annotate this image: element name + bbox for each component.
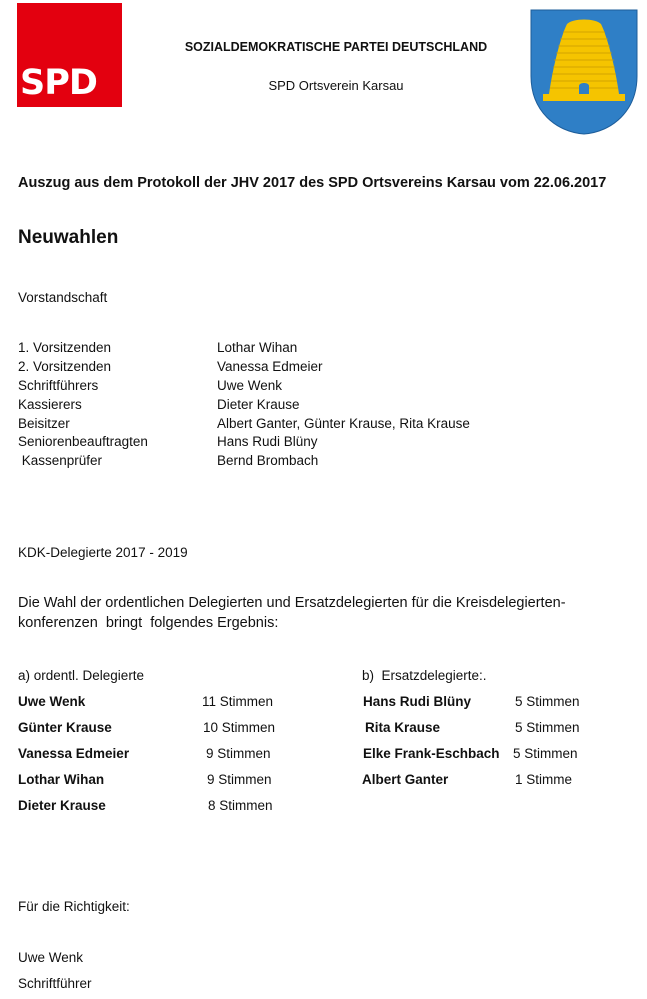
substitute-name: Elke Frank-Eschbach xyxy=(363,746,500,761)
board-member: Bernd Brombach xyxy=(217,453,319,468)
substitute-votes: 5 Stimmen xyxy=(515,694,580,709)
delegate-name: Günter Krause xyxy=(18,720,112,735)
signature-role: Schriftführer xyxy=(18,976,92,991)
board-member: Dieter Krause xyxy=(217,397,300,412)
section-title: Neuwahlen xyxy=(18,227,119,248)
board-member: Uwe Wenk xyxy=(217,378,283,393)
party-name: SOZIALDEMOKRATISCHE PARTEI DEUTSCHLAND xyxy=(184,40,488,54)
board-role: Beisitzer xyxy=(18,416,70,431)
board-role: Kassenprüfer xyxy=(18,453,103,468)
intro-line-2: konferenzen bringt folgendes Ergebnis: xyxy=(18,615,279,631)
spd-logo-text: SPD xyxy=(20,63,97,103)
board-member: Lothar Wihan xyxy=(217,340,298,355)
delegate-name: Vanessa Edmeier xyxy=(18,746,130,761)
delegate-votes: 10 Stimmen xyxy=(203,720,276,735)
signature-label: Für die Richtigkeit: xyxy=(18,899,130,914)
board-role: Seniorenbeauftragten xyxy=(18,434,148,449)
board-member: Hans Rudi Blüny xyxy=(217,434,318,449)
beehive-coat-of-arms-icon xyxy=(527,6,641,136)
substitute-votes: 1 Stimme xyxy=(515,772,573,787)
delegate-votes: 9 Stimmen xyxy=(206,746,271,761)
delegate-votes: 9 Stimmen xyxy=(207,772,272,787)
board-role: Kassierers xyxy=(18,397,82,412)
delegate-name: Lothar Wihan xyxy=(18,772,105,787)
substitute-name: Rita Krause xyxy=(365,720,441,735)
document-subject: Auszug aus dem Protokoll der JHV 2017 des SPD Ortsvereins Karsau vom 22.06.2017 xyxy=(18,175,607,191)
board-heading: Vorstandschaft xyxy=(18,290,108,305)
delegates-heading: a) ordentl. Delegierte xyxy=(18,668,145,683)
delegate-name: Uwe Wenk xyxy=(18,694,86,709)
substitute-votes: 5 Stimmen xyxy=(515,720,580,735)
delegate-votes: 8 Stimmen xyxy=(208,798,273,813)
intro-line-1: Die Wahl der ordentlichen Delegierten und Ersatzdelegierten für die Kreisdelegierten- xyxy=(18,595,566,611)
substitute-name: Hans Rudi Blüny xyxy=(363,694,472,709)
board-role: Schriftführers xyxy=(18,378,99,393)
kdk-heading: KDK-Delegierte 2017 - 2019 xyxy=(18,545,188,560)
delegate-name: Dieter Krause xyxy=(18,798,106,813)
signature-name: Uwe Wenk xyxy=(18,950,84,965)
substitute-name: Albert Ganter xyxy=(362,772,449,787)
substitutes-heading: b) Ersatzdelegierte:. xyxy=(362,668,487,683)
local-group-name: SPD Ortsverein Karsau xyxy=(268,78,404,93)
board-role: 2. Vorsitzenden xyxy=(18,359,112,374)
delegate-votes: 11 Stimmen xyxy=(202,694,274,709)
board-member: Albert Ganter, Günter Krause, Rita Krause xyxy=(217,416,470,431)
board-member: Vanessa Edmeier xyxy=(217,359,323,374)
board-role: 1. Vorsitzenden xyxy=(18,340,112,355)
substitute-votes: 5 Stimmen xyxy=(513,746,578,761)
